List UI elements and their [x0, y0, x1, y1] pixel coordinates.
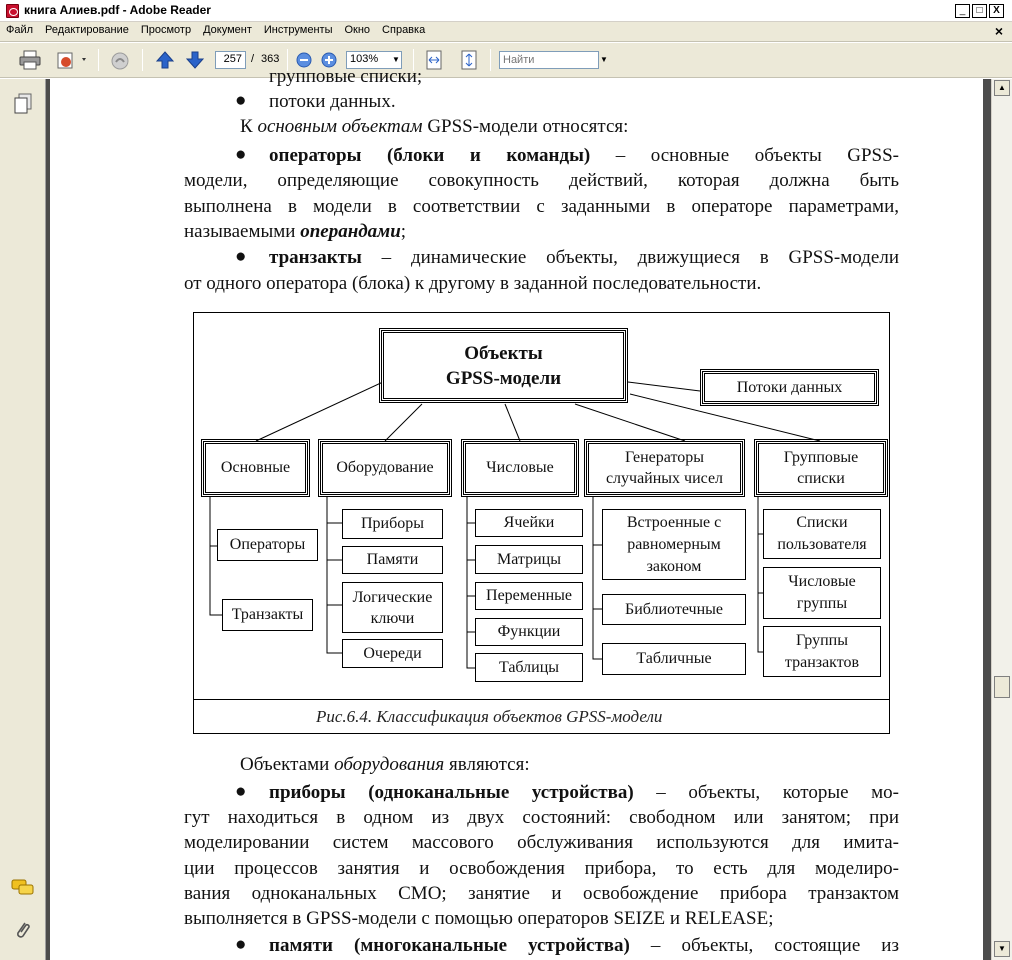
- minimize-button[interactable]: _: [955, 4, 970, 18]
- hand-tool-button[interactable]: [106, 48, 134, 72]
- restore-button[interactable]: □: [972, 4, 987, 18]
- bullet: ●: [235, 144, 247, 165]
- devices-line-4: ции процессов занятия и освобождения прибора, то есть для моделиро-: [184, 858, 899, 879]
- diagram-item: Логические ключи: [342, 582, 443, 633]
- fit-page-icon: [460, 50, 478, 70]
- diagram-category-equipment: Оборудование: [320, 441, 450, 495]
- menu-document[interactable]: Документ: [203, 24, 252, 36]
- vertical-scrollbar[interactable]: [991, 79, 1012, 960]
- diagram-item: Табличные: [602, 643, 746, 675]
- devices-line-5: вания одноканальных СМО; занятие и освобождение прибора транзактом: [184, 883, 899, 904]
- diagram-item: Списки пользователя: [763, 509, 881, 559]
- print-button[interactable]: [16, 48, 44, 72]
- page-total: 363: [261, 53, 280, 65]
- bullet: ●: [235, 246, 247, 267]
- diagram-category-basic: Основные: [203, 441, 308, 495]
- arrow-down-icon: [185, 50, 205, 70]
- operators-line-3: выполнена в модели в соответствии с заданными в операторе параметрами,: [184, 196, 899, 217]
- bullet: ●: [235, 781, 247, 802]
- diagram-item: Приборы: [342, 509, 443, 539]
- operators-line-1: операторы (блоки и команды) – основные объекты GPSS-: [269, 145, 899, 166]
- attachments-panel-button[interactable]: [13, 919, 33, 948]
- equipment-intro-line: Объектами оборудования являются:: [240, 754, 530, 775]
- operators-line-4: называемыми операндами;: [184, 221, 407, 242]
- export-button[interactable]: [52, 48, 92, 72]
- arrow-up-icon: [155, 50, 175, 70]
- next-page-button[interactable]: [182, 48, 208, 72]
- scroll-up-button[interactable]: ▲: [994, 80, 1010, 96]
- paperclip-icon: [13, 919, 33, 943]
- close-button[interactable]: X: [989, 4, 1004, 18]
- comments-panel-button[interactable]: [11, 878, 35, 903]
- hand-icon: [109, 50, 131, 70]
- pdf-page: [50, 66, 983, 960]
- pages-panel-button[interactable]: [13, 93, 33, 120]
- page-number-input[interactable]: 257: [215, 51, 246, 69]
- bullet: ●: [235, 90, 247, 111]
- operators-line-2: модели, определяющие совокупность действий, которая должна быть: [184, 170, 899, 191]
- line-streams: потоки данных.: [269, 91, 396, 112]
- menu-help[interactable]: Справка: [382, 24, 426, 36]
- fit-width-icon: [425, 50, 443, 70]
- menu-view[interactable]: Просмотр: [140, 24, 192, 36]
- diagram-item: Памяти: [342, 546, 443, 574]
- menu-bar: [0, 22, 1012, 42]
- toolbar: [0, 43, 1012, 78]
- scroll-down-button[interactable]: ▼: [994, 941, 1010, 957]
- navigation-pane: [0, 79, 46, 960]
- diagram-item: Библиотечные: [602, 594, 746, 625]
- diagram-item: Матрицы: [475, 545, 583, 574]
- diagram-item: Операторы: [217, 529, 318, 561]
- title-bar: [0, 0, 1012, 22]
- menu-tools[interactable]: Инструменты: [263, 24, 333, 36]
- diagram-item: Переменные: [475, 582, 583, 610]
- memories-line-1: памяти (многоканальные устройства) – объекты, состоящие из: [269, 935, 899, 956]
- previous-page-button[interactable]: [152, 48, 178, 72]
- diagram-item: Транзакты: [222, 599, 313, 631]
- diagram-item: Ячейки: [475, 509, 583, 537]
- diagram-item: Таблицы: [475, 653, 583, 682]
- diagram-item: Группы транзактов: [763, 626, 881, 677]
- intro-line: К основным объектам GPSS-модели относятся:: [240, 116, 629, 137]
- find-dropdown-icon[interactable]: ▼: [600, 55, 608, 64]
- document-close-button[interactable]: ×: [994, 23, 1003, 39]
- transacts-line-2: от одного оператора (блока) к другому в заданной последовательности.: [184, 273, 762, 294]
- diagram-node-streams: Потоки данных: [702, 371, 877, 404]
- zoom-level-select[interactable]: 103%: [346, 51, 402, 69]
- pages-icon: [13, 93, 33, 115]
- diagram-category-generators: Генераторы случайных чисел: [586, 441, 743, 495]
- comments-icon: [11, 878, 35, 898]
- diagram-item: Числовые группы: [763, 567, 881, 619]
- find-input[interactable]: [499, 51, 599, 69]
- adobe-reader-icon: [6, 4, 19, 18]
- diagram-category-groups: Групповые списки: [756, 441, 886, 495]
- fit-page-button[interactable]: [456, 48, 482, 72]
- cut-off-line: групповые списки;: [269, 66, 423, 87]
- transacts-line-1: транзакты – динамические объекты, движущиеся в GPSS-модели: [269, 247, 899, 268]
- figure-caption: Рис.6.4. Классификация объектов GPSS-модели: [316, 707, 663, 726]
- devices-line-2: гут находиться в одном из двух состояний: свободном или занятом; при: [184, 807, 899, 828]
- page-separator: /: [251, 53, 255, 65]
- fit-width-button[interactable]: [421, 48, 447, 72]
- menu-window[interactable]: Окно: [344, 24, 371, 36]
- devices-line-3: моделировании систем массового обслуживания используются для имита-: [184, 832, 899, 853]
- print-icon: [19, 50, 41, 70]
- export-icon: [54, 50, 90, 70]
- document-view[interactable]: [46, 66, 991, 960]
- chevron-down-icon: ▼: [392, 55, 400, 64]
- diagram-item: Функции: [475, 618, 583, 646]
- menu-edit[interactable]: Редактирование: [45, 24, 129, 36]
- menu-file[interactable]: Файл: [6, 24, 34, 36]
- scrollbar-thumb[interactable]: [994, 676, 1010, 698]
- bullet: ●: [235, 934, 247, 955]
- window-title: книга Алиев.pdf - Adobe Reader: [24, 3, 211, 17]
- devices-line-6: выполняется в GPSS-модели с помощью операторов SEIZE и RELEASE;: [184, 908, 774, 929]
- diagram-root-node: Объекты GPSS-модели: [381, 330, 626, 401]
- diagram-item: Очереди: [342, 639, 443, 668]
- diagram-item: Встроенные с равномерным законом: [602, 509, 746, 580]
- diagram-category-numeric: Числовые: [463, 441, 577, 495]
- devices-line-1: приборы (одноканальные устройства) – объекты, которые мо-: [269, 782, 899, 803]
